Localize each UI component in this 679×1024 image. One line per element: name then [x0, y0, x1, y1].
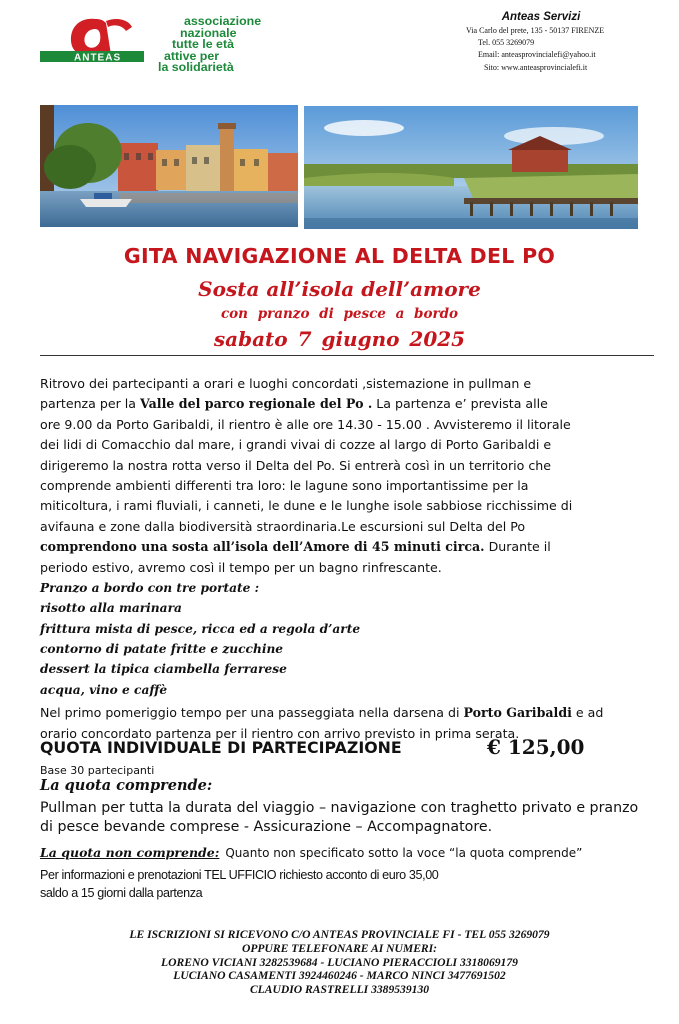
min-participants: Base 30 partecipanti	[40, 764, 155, 777]
svg-text:ANTEAS: ANTEAS	[74, 52, 122, 64]
canal-town-photo	[40, 105, 298, 227]
tagline-line: tutte le età	[172, 37, 234, 52]
text-span: Durante il	[484, 539, 551, 555]
tagline-line: nazionale	[180, 25, 237, 40]
description-line: orario concordato partenza per il rientro con arrivo previsto in prima serata.	[40, 725, 520, 741]
text-span: La partenza e’ prevista alle	[372, 396, 548, 412]
title-divider	[40, 355, 654, 356]
park-name: Valle del parco regionale del Po .	[140, 396, 373, 412]
event-date: sabato 7 giugno 2025	[213, 327, 466, 351]
menu-heading: Pranzo a bordo con tre portate :	[40, 580, 260, 595]
included-text: Pullman per tutta la durata del viaggio – navigazione con traghetto privato e pranzo di pesce bevande comprese - Assicurazione – Accompagnatore.	[40, 800, 639, 835]
footer-line: OPPURE TELEFONARE AI NUMERI:	[241, 941, 438, 955]
text-span: e ad	[571, 705, 604, 721]
menu-item: contorno di patate fritte e zucchine	[40, 642, 284, 657]
description-line: ore 9.00 da Porto Garibaldi, il rientro è alle ore 14.30 - 15.00 . Avvisteremo il litorale	[40, 416, 571, 432]
description-line	[40, 394, 652, 414]
contact-address: Via Carlo del prete, 135 - 50137 FIRENZE	[466, 26, 605, 35]
description-line: dirigeremo la nostra rotta verso il Delta del Po. Si entrerà così in un territorio che	[40, 457, 552, 473]
footer-line: LORENO VICIANI 3282539684 - LUCIANO PIERACCIOLI 3318069179	[161, 955, 518, 969]
footer-line: LUCIANO CASAMENTI 3924460246 - MARCO NINCI 3477691502	[173, 969, 506, 983]
contact-block	[466, 10, 636, 74]
booking-line: saldo a 15 giorni dalla partenza	[40, 886, 203, 900]
description-line: periodo estivo, avremo così il tempo per un bagno rinfrescante.	[40, 559, 442, 575]
main-title: GITA NAVIGAZIONE AL DELTA DEL PO	[123, 244, 556, 268]
contact-title: Anteas Servizi	[501, 11, 581, 23]
not-included	[40, 842, 582, 861]
menu-item: risotto alla marinara	[40, 601, 182, 616]
island-stop-highlight: comprendono una sosta all’isola dell’Amore di 45 minuti circa.	[40, 539, 485, 555]
description-line: avifauna e zone dalla biodiversità straordinaria.Le escursioni sul Delta del Po	[40, 518, 526, 534]
contact-email[interactable]: Email: anteasprovincialefi@yahoo.it	[478, 50, 596, 60]
not-included-heading: La quota non comprende:	[40, 845, 220, 860]
not-included-text: Quanto non specificato sotto la voce “la quota comprende”	[225, 846, 583, 860]
tagline-line: attive per	[164, 48, 220, 63]
anteas-logo	[40, 15, 144, 77]
price-heading: QUOTA INDIVIDUALE DI PARTECIPAZIONE	[40, 738, 402, 757]
tagline-line: la solidarietà	[158, 60, 234, 75]
description-line	[40, 537, 652, 557]
trip-description	[40, 374, 652, 744]
description-line: comprende ambienti differenti tra loro: le lagune sono importantissime per la	[40, 477, 529, 493]
menu-item: frittura mista di pesce, ricca ed a regola d’arte	[40, 621, 361, 636]
description-line	[40, 703, 652, 723]
porto-garibaldi: Porto Garibaldi	[463, 705, 572, 721]
menu-item: acqua, vino e caffè	[40, 682, 168, 697]
footer-line: CLAUDIO RASTRELLI 3389539130	[249, 983, 430, 997]
description-line: Ritrovo dei partecipanti a orari e luoghi concordati ,sistemazione in pullman e	[40, 376, 532, 391]
registration-footer	[0, 928, 679, 997]
subtitle-pranzo: con pranzo di pesce a bordo	[220, 306, 459, 322]
subtitle-isola: Sosta all’isola dell’amore	[198, 277, 481, 301]
contact-site[interactable]: Sito: www.anteasprovincialefi.it	[484, 62, 588, 72]
description-line: dei lidi di Comacchio dal mare, i grandi vivai di cozze al largo di Porto Garibaldi e	[40, 437, 552, 453]
text-span: Nel primo pomeriggio tempo per una passeggiata nella darsena di	[40, 705, 464, 721]
delta-lagoon-photo	[304, 106, 638, 229]
price-amount: € 125,00	[487, 735, 585, 759]
contact-tel: Tel. 055 3269079	[478, 38, 535, 48]
included-heading: La quota comprende:	[40, 777, 213, 794]
description-line: miticoltura, i rami fluviali, i canneti, le dune e le lunghe isole sabbiose ricchissime di	[40, 498, 573, 514]
booking-line: Per informazioni e prenotazioni TEL UFFICIO richiesto acconto di euro 35,00	[40, 868, 439, 882]
association-tagline	[158, 16, 261, 74]
text-span: partenza per la	[40, 396, 141, 412]
footer-line: LE ISCRIZIONI SI RICEVONO C/O ANTEAS PROVINCIALE FI - TEL 055 3269079	[129, 928, 550, 941]
booking-info	[40, 866, 438, 902]
menu-item: dessert la tipica ciambella ferrarese	[40, 662, 287, 677]
tagline-line: associazione	[184, 14, 262, 28]
